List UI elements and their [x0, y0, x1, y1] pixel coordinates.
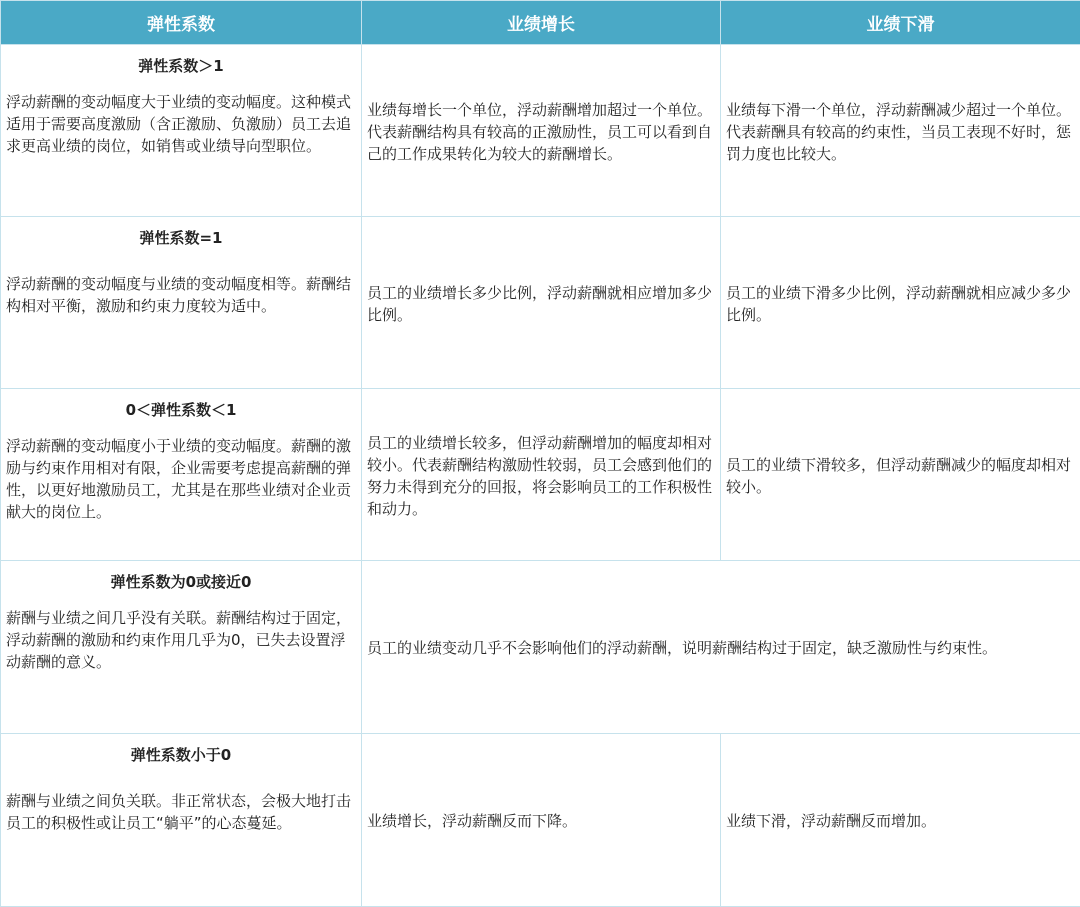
header-row	[1, 1, 1080, 45]
coefficient-cell	[1, 45, 362, 217]
coefficient-description: 浮动薪酬的变动幅度大于业绩的变动幅度。这种模式适用于需要高度激励（含正激励、负激励）员工去追求更高业绩的岗位，如销售或业绩导向型职位。	[6, 91, 356, 157]
header-growth: 业绩增长	[362, 1, 721, 45]
coefficient-cell	[1, 561, 362, 734]
table-row	[1, 45, 1080, 217]
growth-cell	[362, 45, 721, 217]
growth-text: 业绩每增长一个单位，浮动薪酬增加超过一个单位。代表薪酬结构具有较高的正激励性，员工可以看到自己的工作成果转化为较大的薪酬增长。	[367, 97, 715, 165]
growth-cell	[362, 389, 721, 561]
coefficient-title: 弹性系数＞1	[6, 55, 356, 81]
coefficient-cell	[1, 217, 362, 389]
growth-cell	[362, 734, 721, 907]
header-decline: 业绩下滑	[721, 1, 1080, 45]
decline-cell	[721, 389, 1080, 561]
merged-cell	[362, 561, 1080, 734]
decline-text: 员工的业绩下滑多少比例，浮动薪酬就相应减少多少比例。	[726, 280, 1075, 326]
decline-cell	[721, 734, 1080, 907]
coefficient-description: 浮动薪酬的变动幅度小于业绩的变动幅度。薪酬的激励与约束作用相对有限，企业需要考虑提高薪酬的弹性，以更好地激励员工，尤其是在那些业绩对企业贡献大的岗位上。	[6, 435, 356, 523]
growth-text: 员工的业绩增长多少比例，浮动薪酬就相应增加多少比例。	[367, 280, 715, 326]
growth-cell	[362, 217, 721, 389]
table-row	[1, 734, 1080, 907]
coefficient-description: 薪酬与业绩之间负关联。非正常状态，会极大地打击员工的积极性或让员工“躺平”的心态蔓延。	[6, 790, 356, 834]
growth-text: 员工的业绩增长较多，但浮动薪酬增加的幅度却相对较小。代表薪酬结构激励性较弱，员工会感到他们的努力未得到充分的回报，将会影响员工的工作积极性和动力。	[367, 430, 715, 520]
decline-text: 业绩每下滑一个单位，浮动薪酬减少超过一个单位。代表薪酬具有较高的约束性，当员工表现不好时，惩罚力度也比较大。	[726, 97, 1075, 165]
decline-cell	[721, 45, 1080, 217]
table-row	[1, 561, 1080, 734]
merged-text: 员工的业绩变动几乎不会影响他们的浮动薪酬，说明薪酬结构过于固定，缺乏激励性与约束性。	[367, 635, 1075, 659]
header-coefficient: 弹性系数	[1, 1, 362, 45]
decline-cell	[721, 217, 1080, 389]
coefficient-title: 0＜弹性系数＜1	[6, 399, 356, 425]
coefficient-cell	[1, 734, 362, 907]
coefficient-title: 弹性系数=1	[6, 227, 356, 253]
coefficient-description: 浮动薪酬的变动幅度与业绩的变动幅度相等。薪酬结构相对平衡，激励和约束力度较为适中。	[6, 273, 356, 317]
decline-text: 员工的业绩下滑较多，但浮动薪酬减少的幅度却相对较小。	[726, 452, 1075, 498]
decline-text: 业绩下滑，浮动薪酬反而增加。	[726, 808, 1075, 832]
table-row	[1, 217, 1080, 389]
coefficient-title: 弹性系数为0或接近0	[6, 571, 356, 597]
table-row	[1, 389, 1080, 561]
coefficient-description: 薪酬与业绩之间几乎没有关联。薪酬结构过于固定，浮动薪酬的激励和约束作用几乎为0，已失去设置浮动薪酬的意义。	[6, 607, 356, 673]
coefficient-cell	[1, 389, 362, 561]
coefficient-title: 弹性系数小于0	[6, 744, 356, 770]
growth-text: 业绩增长，浮动薪酬反而下降。	[367, 808, 715, 832]
